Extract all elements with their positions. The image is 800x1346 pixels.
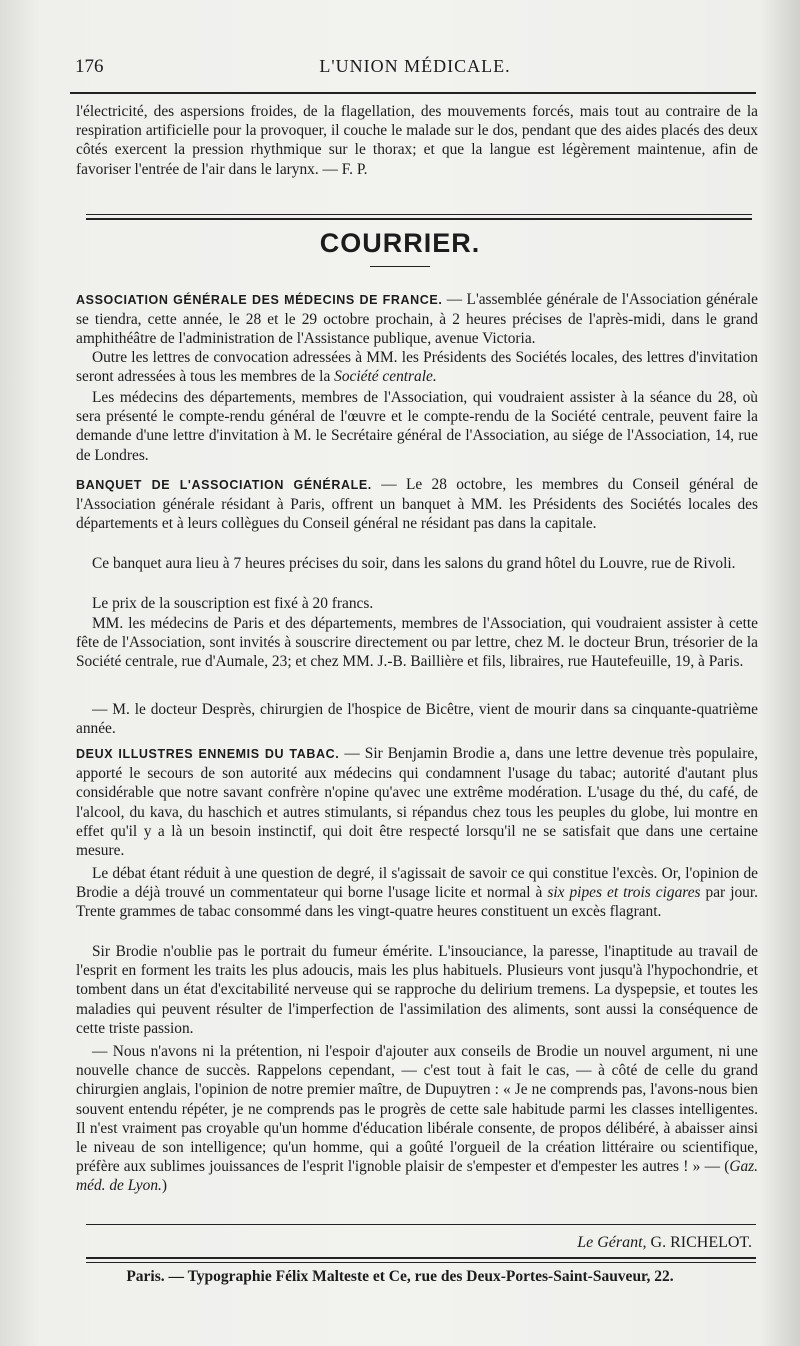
banquet-text-1: — Le 28 octobre, les membres du Conseil général de l'Association générale résidant à Paris, offrent un banquet à MM. les Présidents des Sociétés locales des départements et à leurs collègues du Conseil général ne résidant pas dans la capitale.	[76, 476, 758, 533]
banquet-paragraph-2	[76, 554, 758, 573]
section-title: COURRIER.	[319, 228, 481, 258]
title-underline	[370, 266, 430, 267]
obituary-paragraph	[76, 700, 758, 738]
footer-rule-3	[86, 1262, 756, 1263]
tabac-paragraph-1	[76, 744, 758, 860]
tabac-text-1: — Sir Benjamin Brodie a, dans une lettre devenue très populaire, apporté le secours de son autorité aux médecins qui condamnent l'usage du tabac; autorité d'autant plus considérable que notre savant confrère n'opine qu'avec une extrême modération. L'usage du thé, du café, de l'alcool, du kava, du haschich et autres stimulants, si répandus chez tous les peuples du globe, lui montre en effet qu'il y a là un besoin instinctif, qui doit être respecté lorsqu'il ne se satisfait que dans une certaine mesure.	[76, 745, 758, 860]
banquet-text-3: Le prix de la souscription est fixé à 20 francs.	[92, 595, 374, 612]
obituary-text: — M. le docteur Desprès, chirurgien de l'hospice de Bicêtre, vient de mourir dans sa cinquante-quatrième année.	[76, 701, 758, 738]
association-text-1: — L'assemblée générale de l'Association générale se tiendra, cette année, le 28 et le 29 octobre prochain, à 2 heures précises de l'après-midi, dans le grand amphithéâtre de l'administration de l'Assistance publique, avenue Victoria.	[76, 291, 758, 348]
tabac-text-2a: Le débat étant réduit à une question de degré, il s'agissait de savoir ce qui constitue l'excès. Or, l'opinion de Brodie a déjà trouvé un commentateur qui borne l'usage licite et normal à	[76, 865, 758, 902]
association-paragraph-2	[76, 348, 758, 386]
banquet-heading: BANQUET DE L'ASSOCIATION GÉNÉRALE.	[76, 478, 372, 492]
tabac-text-4b: )	[161, 1177, 168, 1195]
tabac-text-4a: — Nous n'avons ni la prétention, ni l'espoir d'ajouter aux conseils de Brodie un nouvel argument, ni une nouvelle chance de succès. Rappelons cependant, — c'est tout à fait le cas, — à côté de celle du grand chirurgien anglais, l'opinion de notre premier maître, de Dupuytren : « Je ne comprends pas, l'avons-nous bien souvent entendu répéter, je ne comprends pas le progrès de cette sale habitude parmi les classes intelligentes. Il n'est vraiment pas croyable qu'un homme d'éducation libérale consente, de propos délibéré, à abaisser ainsi le niveau de son intelligence; qu'un homme, qui a goûté l'orgueil de la création littéraire ou scientifique, préfère aux sublimes jouissances de l'esprit l'ignoble plaisir de s'empester et d'empester les autres ! » — (	[76, 1043, 758, 1176]
association-paragraph-1	[76, 290, 758, 349]
banquet-paragraph-4	[76, 614, 758, 672]
banquet-text-2: Ce banquet aura lieu à 7 heures précises du soir, dans les salons du grand hôtel du Louvre, rue de Rivoli.	[92, 555, 736, 572]
gerant-label: Le Gérant,	[577, 1234, 647, 1251]
intro-text: l'électricité, des aspersions froides, de la flagellation, des mouvements forcés, mais tout au contraire de la respiration artificielle pour la provoquer, il couche le malade sur le dos, pendant que des aides placés des deux côtés exercent la pression rhythmique sur le thorax; et que la langue est légèrement maintenue, afin de favoriser l'entrée de l'air dans le larynx. — F. P.	[76, 103, 758, 178]
association-text-2: Outre les lettres de convocation adressées à MM. les Présidents des Sociétés locales, des lettres d'invitation seront adressées à tous les membres de la	[76, 349, 758, 386]
page-header	[75, 56, 755, 86]
gerant-signature	[577, 1234, 752, 1252]
association-text-3: Les médecins des départements, membres de l'Association, qui voudraient assister à la séance du 28, où sera présenté le compte-rendu général de l'œuvre et le compte-rendu de la Société centrale, peuvent faire la demande d'une lettre d'invitation à M. le Secrétaire général de l'Association, au siége de l'Association, 14, rue de Londres.	[76, 389, 758, 464]
section-rule-bottom	[86, 218, 752, 220]
intro-paragraph	[76, 102, 758, 179]
tabac-paragraph-4	[76, 1042, 758, 1196]
tabac-text-2-italic: six pipes et trois cigares	[547, 884, 701, 902]
association-heading: ASSOCIATION GÉNÉRALE DES MÉDECINS DE FRANCE.	[76, 293, 443, 307]
running-title: L'UNION MÉDICALE.	[319, 56, 511, 76]
tabac-text-3: Sir Brodie n'oublie pas le portrait du fumeur émérite. L'insouciance, la paresse, l'inaptitude au travail de l'esprit en forment les traits les plus adoucis, mais les plus habituels. Plusieurs vont jusqu'à l'hypochondrie, et tombent dans un état d'excitabilité nerveuse qui se rapproche du delirium tremens. La dyspepsie, et toutes les maladies qui peuvent résulter de l'imperfection de l'assimilation des aliments, sont aussi la conséquence de cette triste passion.	[76, 943, 758, 1037]
association-text-2-italic: Société centrale.	[334, 368, 437, 386]
footer-rule-1	[86, 1224, 756, 1225]
footer-rule-2	[86, 1257, 756, 1259]
tabac-text-2b: par jour. Trente grammes de tabac consommé dans les vingt-quatre heures constituent un excès flagrant.	[76, 884, 758, 921]
banquet-paragraph-3	[76, 594, 758, 613]
tabac-paragraph-3	[76, 942, 758, 1038]
printer-imprint: Paris. — Typographie Félix Malteste et Ce, rue des Deux-Portes-Saint-Sauveur, 22.	[126, 1268, 674, 1285]
banquet-paragraph-1	[76, 475, 758, 534]
tabac-paragraph-2	[76, 864, 758, 922]
page-number: 176	[75, 56, 104, 77]
tabac-text-4-italic: Gaz. méd. de Lyon.	[76, 1158, 758, 1195]
association-paragraph-3	[76, 388, 758, 465]
gerant-name: G. RICHELOT.	[646, 1234, 752, 1251]
section-rule-top	[86, 214, 752, 215]
banquet-text-4: MM. les médecins de Paris et des départements, membres de l'Association, qui voudraient assister à cette fête de l'Association, sont invités à souscrire directement ou par lettre, chez M. le docteur Brun, trésorier de la Société centrale, rue d'Aumale, 23; et chez MM. J.-B. Baillière et fils, libraires, rue Hautefeuille, 19, à Paris.	[76, 615, 758, 671]
tabac-heading: DEUX ILLUSTRES ENNEMIS DU TABAC.	[76, 747, 340, 761]
header-rule	[70, 92, 756, 94]
